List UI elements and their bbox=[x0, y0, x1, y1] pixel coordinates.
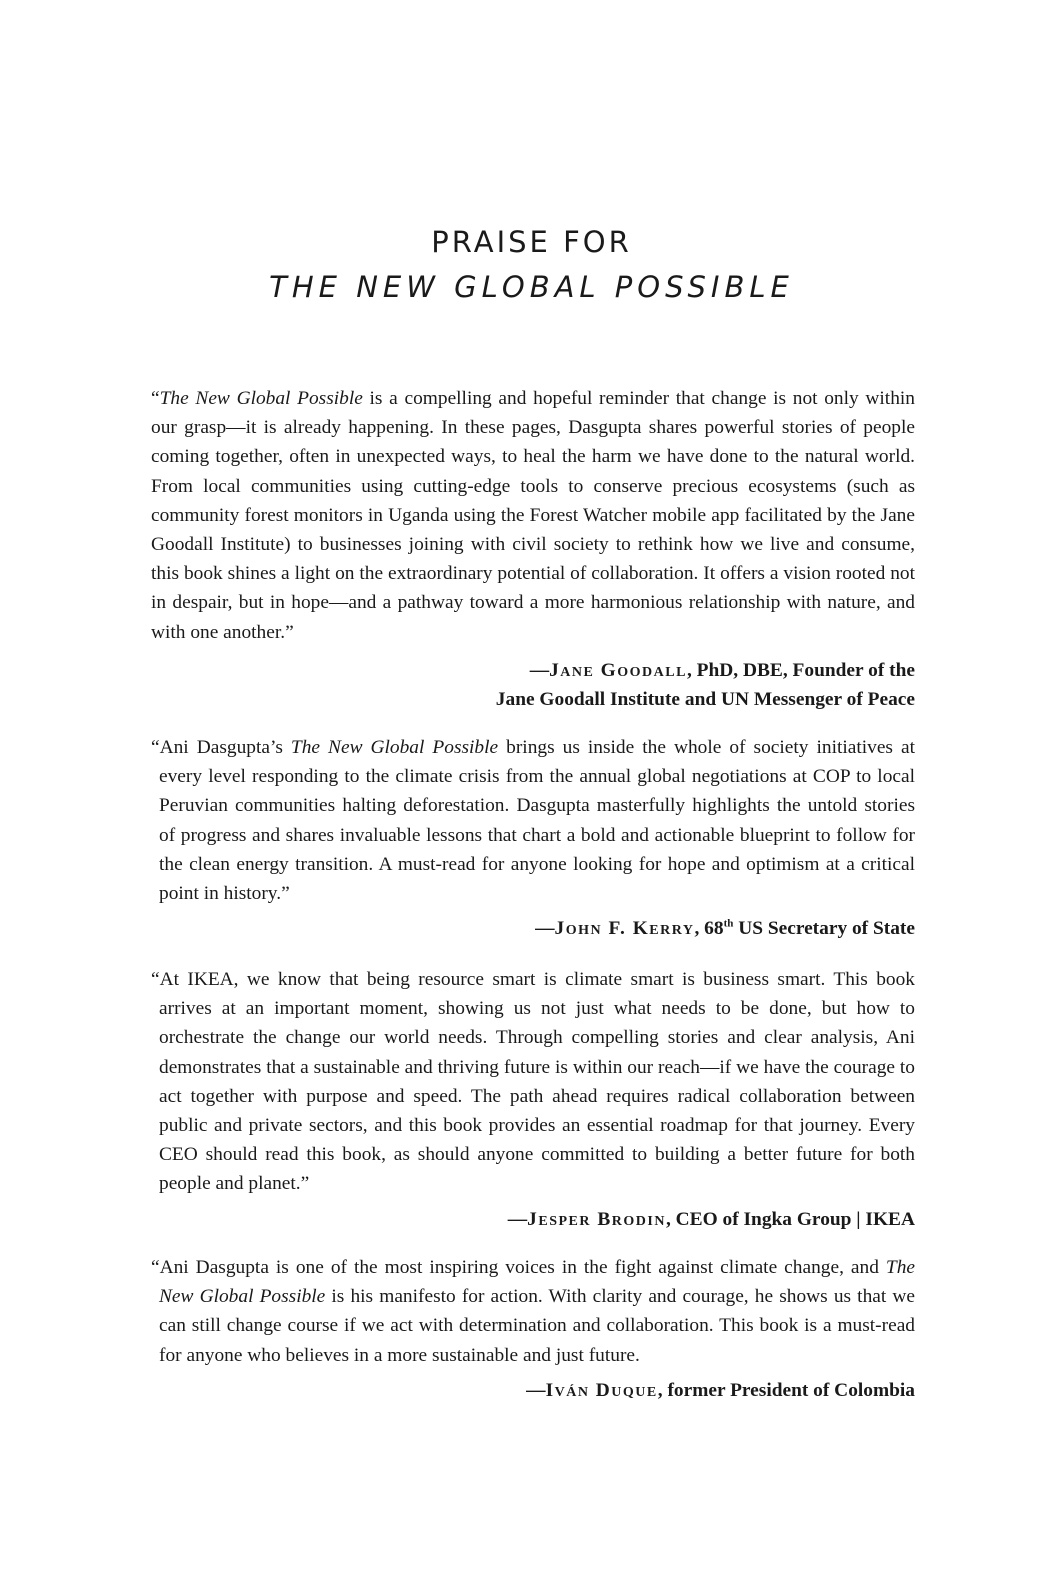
quote-ivan-duque bbox=[151, 1253, 915, 1370]
title-praise-for: PRAISE FOR bbox=[431, 225, 632, 259]
quote-open-mark: “ bbox=[151, 388, 160, 409]
attribution-superscript: th bbox=[723, 917, 734, 930]
quote-book-title: The New Global Possible bbox=[290, 737, 499, 758]
quote-text: “At IKEA, we know that being resource smart is climate smart is business smart. This book arrives at an important moment, showing us not just what needs to be done, but how to orchestrate the change our world needs. Through compelling stories and clear analysis, Ani demonstrates that a sustainable and thriving future is within our reach—if we have the courage to act together with purpose and speed. The path ahead requires radical collaboration between public and private sectors, and this book provides an essential roadmap for that journey. Every CEO should read this book, as should anyone committed to building a better future for both people and planet.” bbox=[151, 969, 915, 1195]
page-title bbox=[0, 222, 1063, 307]
quote-prefix: “Ani Dasgupta’s bbox=[151, 737, 291, 758]
attribution-jane-goodall bbox=[496, 656, 915, 714]
attribution-name: Iván Duque bbox=[545, 1380, 658, 1401]
attribution-john-kerry bbox=[535, 914, 915, 943]
attribution-name: Jane Goodall bbox=[549, 660, 687, 681]
attribution-title: , former President of Colombia bbox=[657, 1380, 915, 1401]
attribution-name: Jesper Brodin bbox=[527, 1209, 666, 1230]
attribution-jesper-brodin bbox=[508, 1205, 915, 1234]
attribution-title: , CEO of Ingka Group | IKEA bbox=[665, 1209, 915, 1230]
attribution-dash: — bbox=[526, 1380, 546, 1401]
attribution-dash: — bbox=[507, 1209, 528, 1230]
title-book-name: THE NEW GLOBAL POSSIBLE bbox=[269, 270, 794, 304]
attribution-title-rest: US Secretary of State bbox=[733, 918, 915, 939]
quote-prefix: “Ani Dasgupta is one of the most inspiring voices in the fight against climate change, and bbox=[151, 1257, 886, 1278]
quote-book-title: The New Global Possible bbox=[159, 388, 363, 409]
quote-text: brings us inside the whole of society initiatives at every level responding to the climate crisis from the annual global negotiations at COP to local Peruvian communities halting deforestation. Dasgupta masterfully highlights the untold stories of progress and shares invaluable lessons that chart a bold and actionable blueprint to follow for the clean energy transition. A must-read for anyone looking for hope and optimism at a critical point in history.” bbox=[159, 737, 915, 905]
quote-jane-goodall bbox=[151, 384, 915, 647]
attribution-title: , PhD, DBE, Founder of the bbox=[686, 660, 915, 681]
attribution-dash: — bbox=[529, 660, 550, 681]
attribution-ivan-duque bbox=[526, 1376, 915, 1405]
attribution-name: John F. Kerry bbox=[554, 918, 695, 939]
attribution-title-line2: Jane Goodall Institute and UN Messenger of Peace bbox=[495, 689, 915, 711]
quote-text: is his manifesto for action. With clarity and courage, he shows us that we can still change course if we act with determination and collaboration. This book is a must-read for anyone who believes in a more sustainable and just future. bbox=[159, 1286, 915, 1366]
quote-text: is a compelling and hopeful reminder that change is not only within our grasp—it is already happening. In these pages, Dasgupta shares powerful stories of people coming together, often in unexpected ways, to heal the harm we have done to the natural world. From local communities using cutting-edge tools to conserve precious ecosystems (such as community forest monitors in Uganda using the Forest Watcher mobile app facilitated by the Jane Goodall Institute) to businesses joining with civil society to rethink how we live and consume, this book shines a light on the extraordinary potential of collaboration. It offers a vision rooted not in despair, but in hope—and a pathway toward a more harmonious relationship with nature, and with one another.” bbox=[151, 388, 915, 643]
quote-john-kerry bbox=[151, 733, 915, 908]
attribution-dash: — bbox=[535, 918, 555, 939]
quote-book-title: The New Global Possible bbox=[159, 1257, 915, 1308]
attribution-title: , 68 bbox=[694, 918, 724, 939]
quote-jesper-brodin bbox=[151, 965, 915, 1199]
